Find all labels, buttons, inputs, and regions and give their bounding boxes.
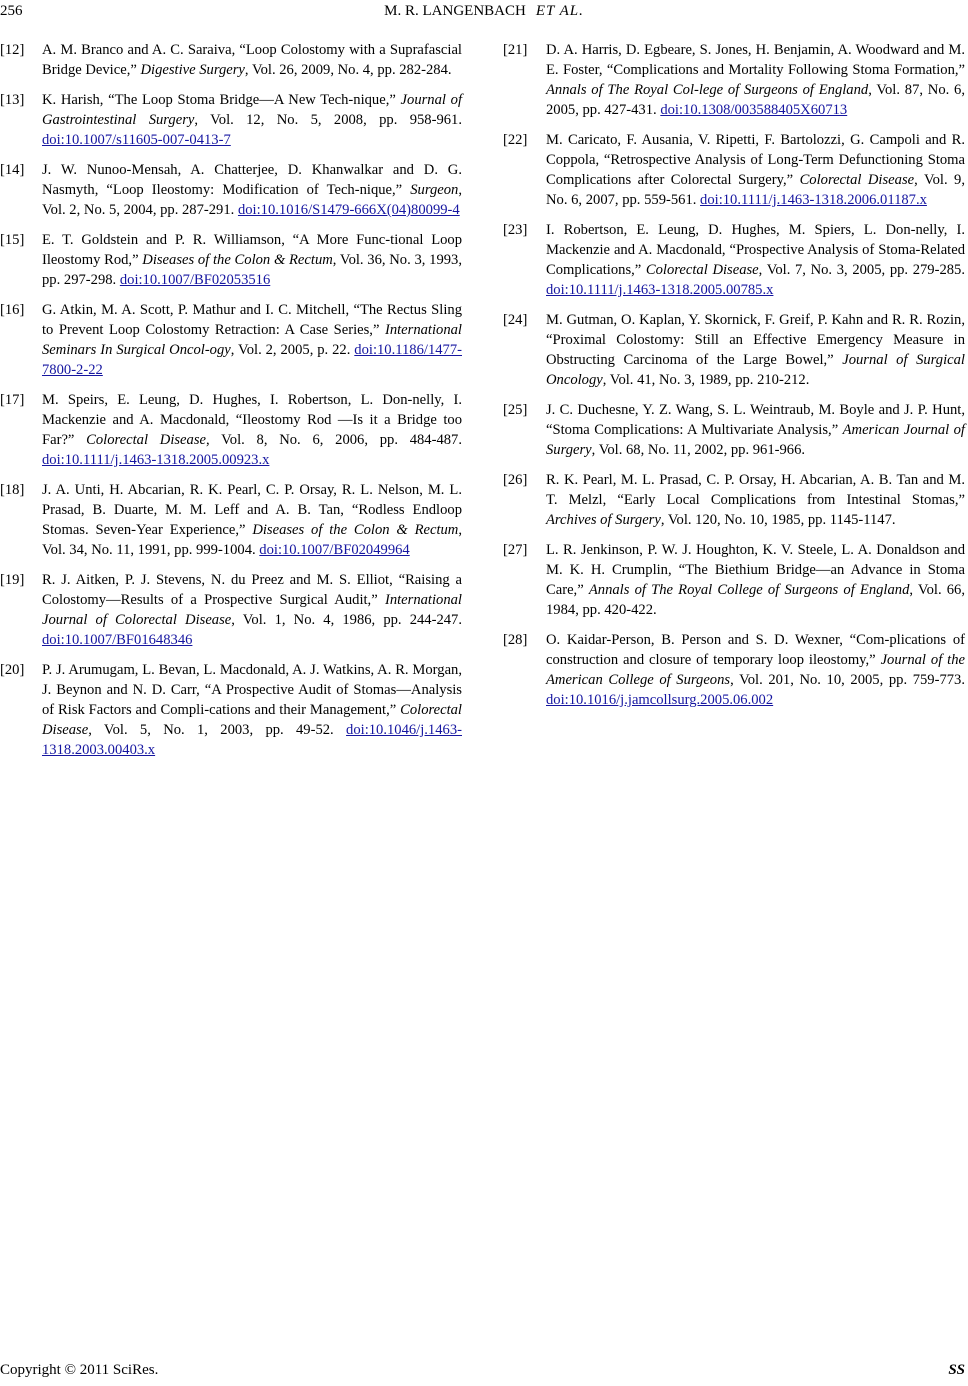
doi-link[interactable]: doi:10.1111/j.1463-1318.2005.00923.x <box>42 452 270 468</box>
reference-text: , Vol. 120, No. 10, 1985, pp. 1145-1147. <box>660 512 896 528</box>
journal-title: Annals of The Royal College of Surgeons of England <box>588 582 910 598</box>
reference-text: G. Atkin, M. A. Scott, P. Mathur and I. C. Mitchell, “The Rectus Sling to Prevent Loop Colostomy Retraction: A Case Series,” <box>42 302 462 338</box>
reference-text: M. Caricato, F. Ausania, V. Ripetti, F. Bartolozzi, G. Campoli and R. Coppola, “Retrospective Analysis of Long-Term Defunctioning Stoma Complications after Colorectal Surgery,” <box>546 132 965 188</box>
reference-text: P. J. Arumugam, L. Bevan, L. Macdonald, A. J. Watkins, A. R. Morgan, J. Beynon and N. D. Carr, “A Prospective Audit of Stomas—Analysis of Risk Factors and Compli-cations and their Management,” <box>42 662 462 718</box>
journal-abbrev: SS <box>948 1362 965 1378</box>
reference-text: E. T. Goldstein and P. R. Williamson, “A More Func-tional Loop Ileostomy Rod,” <box>42 232 462 268</box>
reference-entry <box>503 130 965 210</box>
journal-title: Colorectal Disease <box>86 432 206 448</box>
copyright: Copyright © 2011 SciRes. <box>0 1362 159 1378</box>
journal-title: International Seminars In Surgical Oncol-ogy <box>42 322 462 358</box>
doi-link[interactable]: doi:10.1007/BF02053516 <box>119 272 271 288</box>
reference-entry <box>503 220 965 300</box>
reference-text: , Vol. 5, No. 1, 2003, pp. 49-52. <box>88 722 347 738</box>
reference-text: , Vol. 12, No. 5, 2008, pp. 958-961. <box>194 112 462 128</box>
reference-entry <box>503 310 965 390</box>
reference-text: , Vol. 34, No. 11, 1991, pp. 999-1004. <box>42 522 462 558</box>
reference-text: R. K. Pearl, M. L. Prasad, C. P. Orsay, H. Abcarian, A. B. Tan and M. T. Melzl, “Early Local Complications from Intestinal Stomas,” <box>546 472 965 508</box>
reference-entry <box>503 40 965 120</box>
reference-number: [15] <box>0 232 25 248</box>
reference-number: [28] <box>503 632 528 648</box>
reference-number: [26] <box>503 472 528 488</box>
reference-text: , Vol. 26, 2009, No. 4, pp. 282-284. <box>244 62 452 78</box>
reference-entry <box>0 230 462 290</box>
reference-number: [20] <box>0 662 25 678</box>
doi-link[interactable]: doi:10.1016/j.jamcollsurg.2005.06.002 <box>546 692 774 708</box>
reference-text: K. Harish, “The Loop Stoma Bridge—A New Tech-nique,” <box>42 92 401 108</box>
reference-number: [14] <box>0 162 25 178</box>
reference-text: , Vol. 87, No. 6, 2005, pp. 427-431. <box>546 82 965 118</box>
running-head <box>0 3 968 20</box>
references-right-column <box>503 40 965 720</box>
doi-link[interactable]: doi:10.1007/BF02049964 <box>259 542 410 558</box>
reference-entry <box>503 630 965 710</box>
reference-text: , Vol. 9, No. 6, 2007, pp. 559-561. <box>546 172 965 208</box>
reference-entry <box>0 390 462 470</box>
reference-number: [24] <box>503 312 528 328</box>
journal-title: Colorectal Disease <box>42 702 462 738</box>
doi-link[interactable]: doi:10.1046/j.1463-1318.2003.00403.x <box>42 722 462 758</box>
journal-title: Digestive Surgery <box>140 62 245 78</box>
journal-title: International Journal of Colorectal Disease <box>42 592 462 628</box>
reference-entry <box>0 90 462 150</box>
journal-title: Colorectal Disease <box>645 262 759 278</box>
journal-title: Diseases of the Colon & Rectum <box>142 252 333 268</box>
reference-text: , Vol. 7, No. 3, 2005, pp. 279-285. <box>758 262 966 278</box>
reference-text: , Vol. 36, No. 3, 1993, pp. 297-298. <box>42 252 462 288</box>
doi-link[interactable]: doi:10.1007/s11605-007-0413-7 <box>42 132 231 148</box>
reference-text: L. R. Jenkinson, P. W. J. Houghton, K. V. Steele, L. A. Donaldson and M. K. H. Crumplin, “The Biethium Bridge—an Advance in Stoma Care,” <box>546 542 965 598</box>
reference-number: [27] <box>503 542 528 558</box>
reference-text: M. Speirs, E. Leung, D. Hughes, I. Robertson, L. Don-nelly, I. Mackenzie and A. Macdonald, “Ileostomy Rod —Is it a Bridge too Far?” <box>42 392 462 448</box>
reference-entry <box>0 570 462 650</box>
reference-text: M. Gutman, O. Kaplan, Y. Skornick, F. Greif, P. Kahn and R. R. Rozin, “Proximal Colostomy: Still an Effective Emergency Measure in Obstructing Carcinoma of the Large Bowel,” <box>546 312 965 368</box>
doi-link[interactable]: doi:10.1308/003588405X60713 <box>660 102 848 118</box>
reference-text: A. M. Branco and A. C. Saraiva, “Loop Colostomy with a Suprafascial Bridge Device,” <box>42 42 462 78</box>
reference-number: [18] <box>0 482 25 498</box>
reference-number: [21] <box>503 42 528 58</box>
reference-entry <box>503 540 965 620</box>
reference-number: [17] <box>0 392 25 408</box>
reference-number: [22] <box>503 132 528 148</box>
reference-text: , Vol. 8, No. 6, 2006, pp. 484-487. <box>206 432 463 448</box>
reference-text: R. J. Aitken, P. J. Stevens, N. du Preez and M. S. Elliot, “Raising a Colostomy—Results of a Prospective Surgical Audit,” <box>42 572 462 608</box>
reference-text: J. C. Duchesne, Y. Z. Wang, S. L. Weintraub, M. Boyle and J. P. Hunt, “Stoma Complications: A Multivariate Analysis,” <box>546 402 965 438</box>
doi-link[interactable]: doi:10.1186/1477-7800-2-22 <box>42 342 462 378</box>
journal-title: Journal of the American College of Surgeons <box>546 652 965 688</box>
reference-entry <box>0 480 462 560</box>
reference-number: [13] <box>0 92 25 108</box>
reference-number: [23] <box>503 222 528 238</box>
reference-text: , Vol. 201, No. 10, 2005, pp. 759-773. <box>730 672 965 688</box>
reference-text: O. Kaidar-Person, B. Person and S. D. Wexner, “Com-plications of construction and closure of temporary loop ileostomy,” <box>546 632 965 668</box>
reference-text: I. Robertson, E. Leung, D. Hughes, M. Spiers, L. Don-nelly, I. Mackenzie and A. Macdonald, “Prospective Analysis of Stoma-Related Complications,” <box>546 222 965 278</box>
journal-title: Diseases of the Colon & Rectum <box>252 522 459 538</box>
running-head-et-al: ET AL. <box>535 3 584 19</box>
journal-title: Journal of Gastrointestinal Surgery <box>42 92 463 128</box>
page-header <box>0 0 968 24</box>
reference-entry <box>503 470 965 530</box>
reference-entry <box>0 300 462 380</box>
reference-entry <box>0 40 462 80</box>
doi-link[interactable]: doi:10.1016/S1479-666X(04)80099-4 <box>237 202 460 218</box>
reference-text: , Vol. 41, No. 3, 1989, pp. 210-212. <box>602 372 810 388</box>
reference-entry <box>0 160 462 220</box>
reference-number: [12] <box>0 42 25 58</box>
reference-text: J. A. Unti, H. Abcarian, R. K. Pearl, C. P. Orsay, R. L. Nelson, M. L. Prasad, B. Duarte, M. M. Leff and A. B. Tan, “Rodless Endloop Stomas. Seven-Year Experience,” <box>42 482 462 538</box>
reference-text: , Vol. 68, No. 11, 2002, pp. 961-966. <box>591 442 806 458</box>
reference-text: , Vol. 1, No. 4, 1986, pp. 244-247. <box>231 612 462 628</box>
reference-text: , Vol. 2, 2005, p. 22. <box>230 342 355 358</box>
journal-title: Journal of Surgical Oncology <box>546 352 965 388</box>
journal-title: American Journal of Surgery <box>546 422 965 458</box>
journal-title: Annals of The Royal Col-lege of Surgeons of England <box>546 82 869 98</box>
reference-entry <box>503 400 965 460</box>
reference-number: [19] <box>0 572 25 588</box>
reference-text: , Vol. 2, No. 5, 2004, pp. 287-291. <box>42 182 462 218</box>
doi-link[interactable]: doi:10.1111/j.1463-1318.2006.01187.x <box>700 192 927 208</box>
page-number: 256 <box>0 3 23 19</box>
reference-entry <box>0 660 462 760</box>
references-left-column <box>0 40 462 770</box>
reference-text: D. A. Harris, D. Egbeare, S. Jones, H. Benjamin, A. Woodward and M. E. Foster, “Complications and Mortality Following Stoma Formation,” <box>546 42 965 78</box>
journal-title: Surgeon <box>410 182 459 198</box>
reference-number: [16] <box>0 302 25 318</box>
running-head-authors: M. R. LANGENBACH <box>384 3 526 19</box>
doi-link[interactable]: doi:10.1111/j.1463-1318.2005.00785.x <box>546 282 774 298</box>
reference-text: J. W. Nunoo-Mensah, A. Chatterjee, D. Khanwalkar and D. G. Nasmyth, “Loop Ileostomy: Modification of Tech-nique,” <box>42 162 462 198</box>
reference-number: [25] <box>503 402 528 418</box>
doi-link[interactable]: doi:10.1007/BF01648346 <box>42 632 193 648</box>
journal-title: Colorectal Disease <box>799 172 915 188</box>
journal-title: Archives of Surgery <box>546 512 661 528</box>
reference-text: , Vol. 66, 1984, pp. 420-422. <box>546 582 965 618</box>
